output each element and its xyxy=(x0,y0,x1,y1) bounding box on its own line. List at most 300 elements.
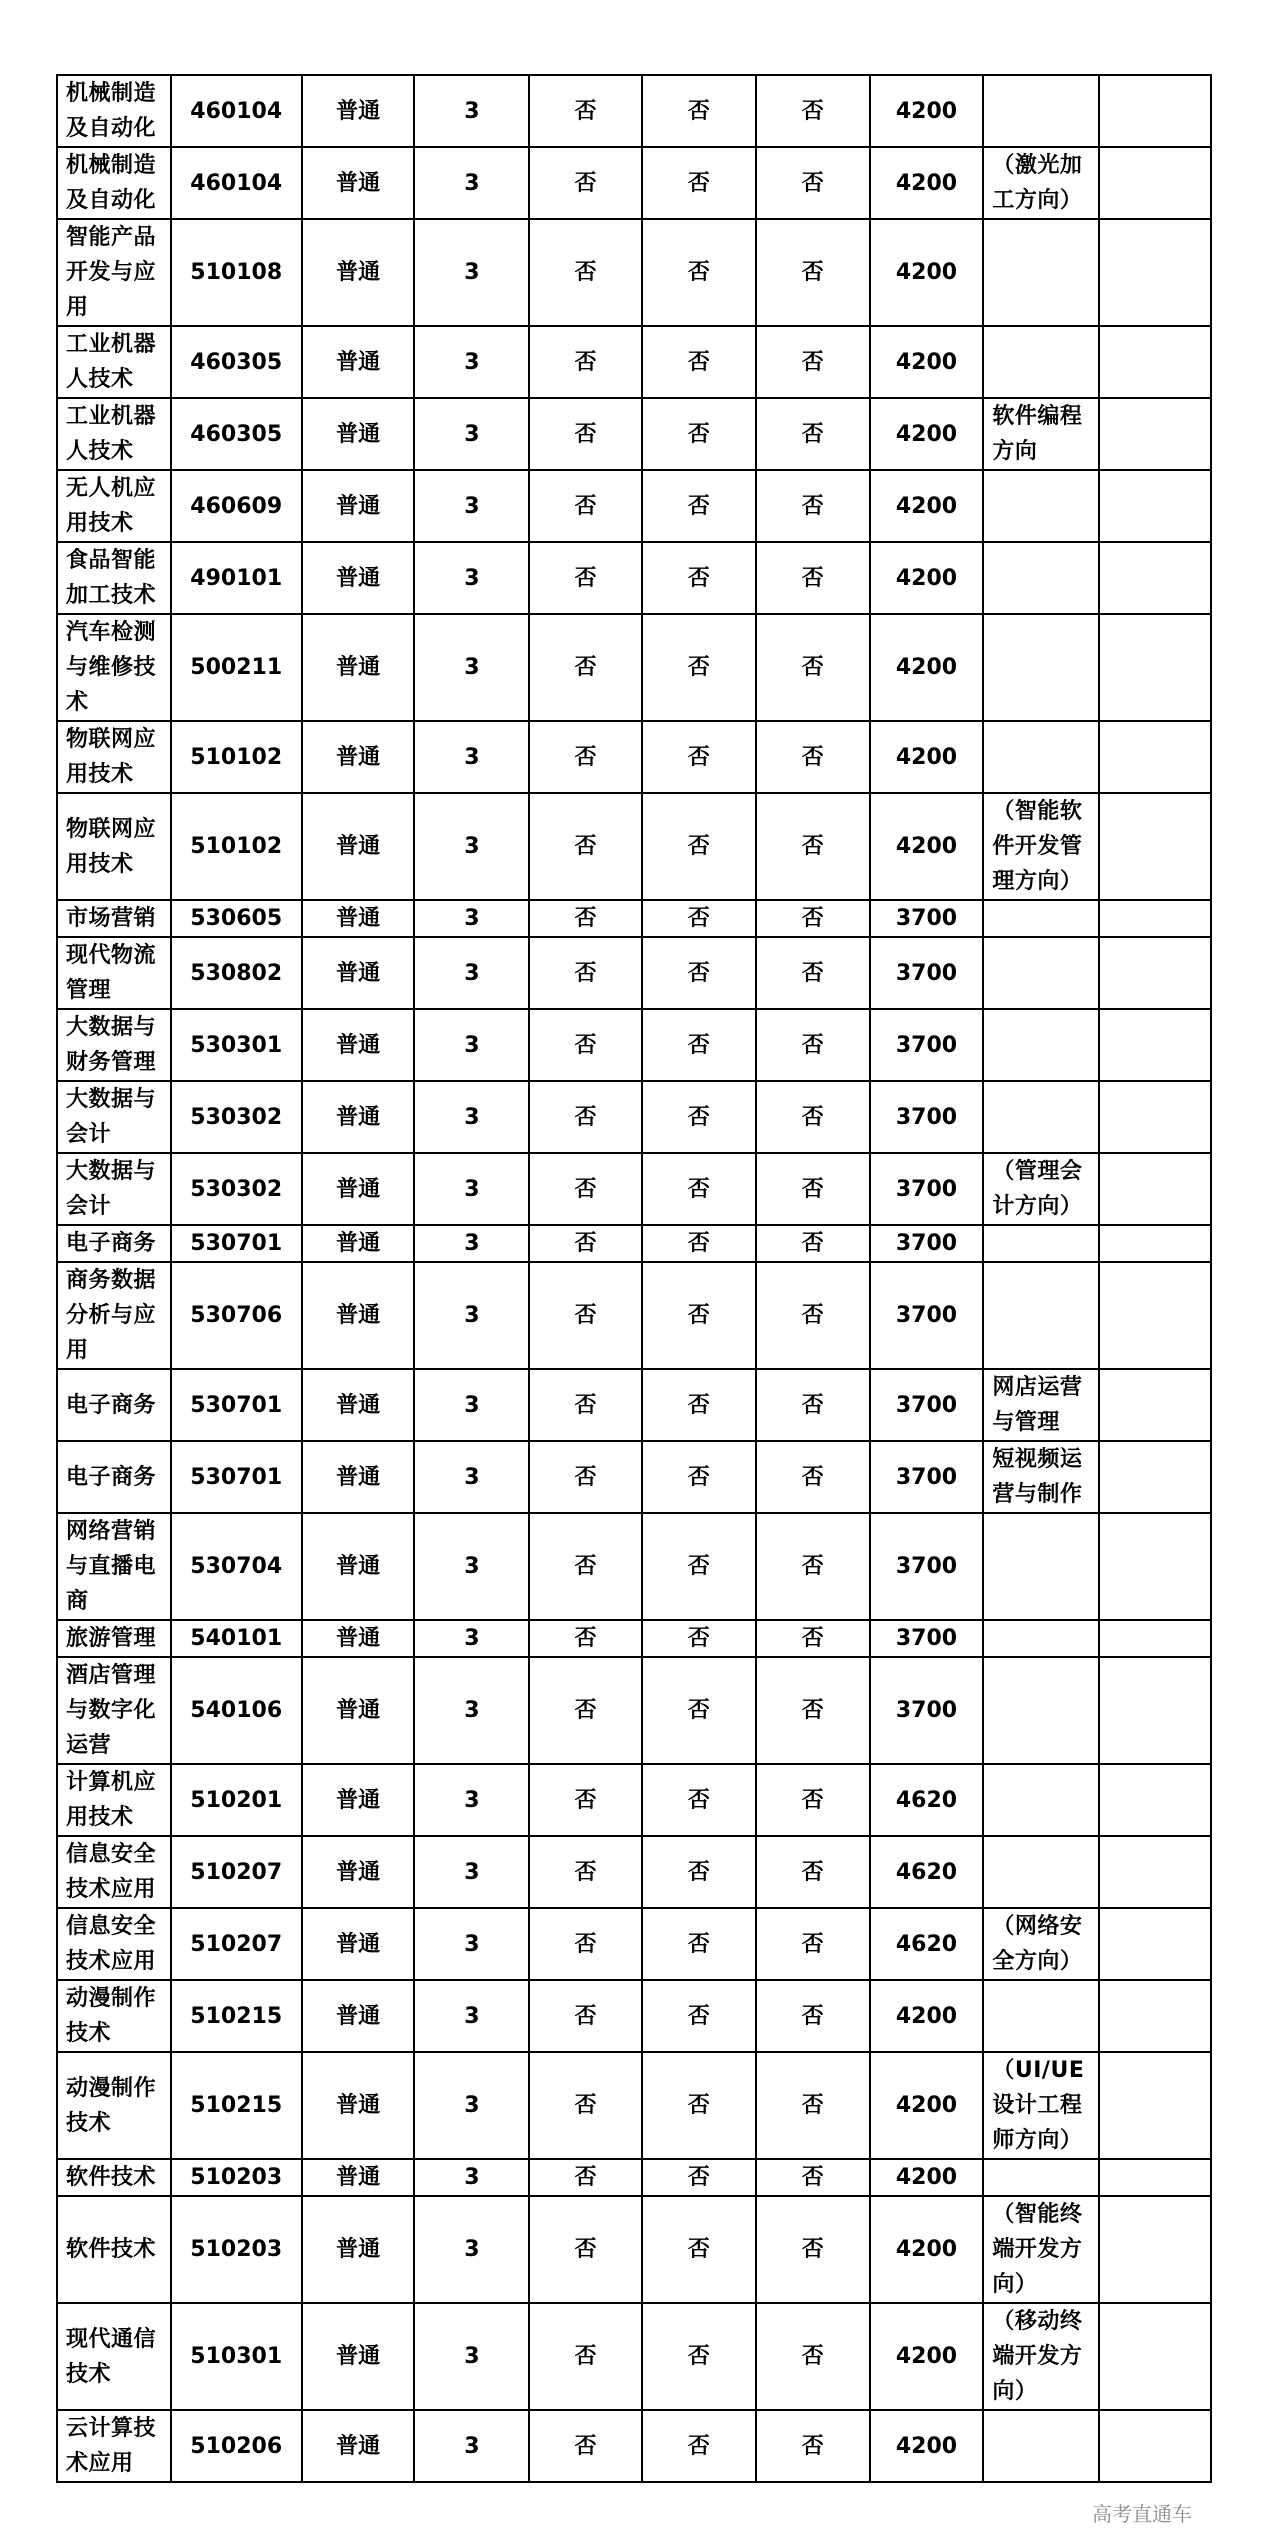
major-code-cell: 510215 xyxy=(171,1980,302,2052)
major-name-cell: 市场营销 xyxy=(57,900,171,937)
direction-note-cell: （智能软件开发管理方向） xyxy=(983,793,1099,900)
flag-cell-2: 否 xyxy=(642,398,756,470)
years-cell: 3 xyxy=(414,398,529,470)
direction-note-cell xyxy=(983,1620,1099,1657)
major-name-cell: 商务数据分析与应用 xyxy=(57,1262,171,1369)
remark-cell xyxy=(1099,326,1211,398)
level-cell: 普通 xyxy=(302,2303,415,2410)
major-name-cell: 现代通信技术 xyxy=(57,2303,171,2410)
years-cell: 3 xyxy=(414,2410,529,2482)
flag-cell-1: 否 xyxy=(529,1908,642,1980)
flag-cell-1: 否 xyxy=(529,1620,642,1657)
majors-table xyxy=(56,74,1212,2483)
remark-cell xyxy=(1099,75,1211,147)
major-code-cell: 510108 xyxy=(171,219,302,326)
flag-cell-3: 否 xyxy=(756,937,870,1009)
flag-cell-2: 否 xyxy=(642,937,756,1009)
tuition-cell: 4200 xyxy=(870,793,984,900)
remark-cell xyxy=(1099,1657,1211,1764)
tuition-cell: 4200 xyxy=(870,219,984,326)
flag-cell-3: 否 xyxy=(756,793,870,900)
major-name-cell: 现代物流管理 xyxy=(57,937,171,1009)
major-name-cell: 物联网应用技术 xyxy=(57,793,171,900)
tuition-cell: 4200 xyxy=(870,2410,984,2482)
flag-cell-1: 否 xyxy=(529,1369,642,1441)
remark-cell xyxy=(1099,1262,1211,1369)
years-cell: 3 xyxy=(414,900,529,937)
flag-cell-2: 否 xyxy=(642,1081,756,1153)
flag-cell-3: 否 xyxy=(756,75,870,147)
direction-note-cell: （激光加工方向） xyxy=(983,147,1099,219)
flag-cell-2: 否 xyxy=(642,1620,756,1657)
table-row xyxy=(57,542,1211,614)
major-code-cell: 530605 xyxy=(171,900,302,937)
flag-cell-2: 否 xyxy=(642,1980,756,2052)
flag-cell-2: 否 xyxy=(642,1513,756,1620)
table-row xyxy=(57,937,1211,1009)
table-row xyxy=(57,75,1211,147)
remark-cell xyxy=(1099,614,1211,721)
major-name-cell: 智能产品开发与应用 xyxy=(57,219,171,326)
table-row xyxy=(57,1369,1211,1441)
level-cell: 普通 xyxy=(302,1369,415,1441)
direction-note-cell: （网络安全方向） xyxy=(983,1908,1099,1980)
flag-cell-2: 否 xyxy=(642,1262,756,1369)
level-cell: 普通 xyxy=(302,793,415,900)
table-row xyxy=(57,147,1211,219)
major-code-cell: 510206 xyxy=(171,2410,302,2482)
major-code-cell: 530706 xyxy=(171,1262,302,1369)
years-cell: 3 xyxy=(414,1441,529,1513)
level-cell: 普通 xyxy=(302,1262,415,1369)
flag-cell-3: 否 xyxy=(756,1513,870,1620)
major-name-cell: 云计算技术应用 xyxy=(57,2410,171,2482)
table-row xyxy=(57,1657,1211,1764)
flag-cell-2: 否 xyxy=(642,721,756,793)
tuition-cell: 3700 xyxy=(870,1153,984,1225)
flag-cell-3: 否 xyxy=(756,1657,870,1764)
flag-cell-3: 否 xyxy=(756,1620,870,1657)
major-name-cell: 大数据与会计 xyxy=(57,1081,171,1153)
years-cell: 3 xyxy=(414,2303,529,2410)
major-code-cell: 460104 xyxy=(171,147,302,219)
major-code-cell: 460305 xyxy=(171,326,302,398)
major-code-cell: 510201 xyxy=(171,1764,302,1836)
years-cell: 3 xyxy=(414,147,529,219)
major-code-cell: 460609 xyxy=(171,470,302,542)
years-cell: 3 xyxy=(414,470,529,542)
major-name-cell: 大数据与会计 xyxy=(57,1153,171,1225)
major-code-cell: 530701 xyxy=(171,1369,302,1441)
table-row xyxy=(57,219,1211,326)
level-cell: 普通 xyxy=(302,900,415,937)
years-cell: 3 xyxy=(414,614,529,721)
years-cell: 3 xyxy=(414,2159,529,2196)
table-row xyxy=(57,470,1211,542)
flag-cell-1: 否 xyxy=(529,900,642,937)
flag-cell-3: 否 xyxy=(756,1836,870,1908)
level-cell: 普通 xyxy=(302,1225,415,1262)
table-row xyxy=(57,2052,1211,2159)
remark-cell xyxy=(1099,147,1211,219)
years-cell: 3 xyxy=(414,219,529,326)
direction-note-cell xyxy=(983,1081,1099,1153)
direction-note-cell xyxy=(983,1262,1099,1369)
table-row xyxy=(57,1081,1211,1153)
remark-cell xyxy=(1099,1513,1211,1620)
tuition-cell: 3700 xyxy=(870,1225,984,1262)
table-row xyxy=(57,1764,1211,1836)
flag-cell-1: 否 xyxy=(529,2303,642,2410)
watermark-text: 高考直通车 xyxy=(1092,2502,1192,2526)
tuition-cell: 3700 xyxy=(870,1513,984,1620)
flag-cell-3: 否 xyxy=(756,1441,870,1513)
tuition-cell: 4200 xyxy=(870,2052,984,2159)
flag-cell-1: 否 xyxy=(529,1153,642,1225)
remark-cell xyxy=(1099,793,1211,900)
remark-cell xyxy=(1099,1620,1211,1657)
direction-note-cell xyxy=(983,900,1099,937)
flag-cell-1: 否 xyxy=(529,1836,642,1908)
major-name-cell: 电子商务 xyxy=(57,1369,171,1441)
table-row xyxy=(57,793,1211,900)
level-cell: 普通 xyxy=(302,2159,415,2196)
flag-cell-1: 否 xyxy=(529,937,642,1009)
table-row xyxy=(57,2410,1211,2482)
flag-cell-1: 否 xyxy=(529,1657,642,1764)
direction-note-cell xyxy=(983,937,1099,1009)
tuition-cell: 3700 xyxy=(870,1369,984,1441)
level-cell: 普通 xyxy=(302,2052,415,2159)
direction-note-cell xyxy=(983,470,1099,542)
level-cell: 普通 xyxy=(302,398,415,470)
flag-cell-1: 否 xyxy=(529,2410,642,2482)
flag-cell-1: 否 xyxy=(529,219,642,326)
table-row xyxy=(57,1620,1211,1657)
direction-note-cell: （管理会计方向） xyxy=(983,1153,1099,1225)
remark-cell xyxy=(1099,1081,1211,1153)
major-name-cell: 无人机应用技术 xyxy=(57,470,171,542)
flag-cell-2: 否 xyxy=(642,1009,756,1081)
level-cell: 普通 xyxy=(302,1441,415,1513)
flag-cell-3: 否 xyxy=(756,1081,870,1153)
direction-note-cell: 网店运营与管理 xyxy=(983,1369,1099,1441)
level-cell: 普通 xyxy=(302,614,415,721)
major-code-cell: 500211 xyxy=(171,614,302,721)
remark-cell xyxy=(1099,1369,1211,1441)
remark-cell xyxy=(1099,2410,1211,2482)
flag-cell-1: 否 xyxy=(529,1980,642,2052)
tuition-cell: 3700 xyxy=(870,1009,984,1081)
table-row xyxy=(57,1513,1211,1620)
major-name-cell: 信息安全技术应用 xyxy=(57,1908,171,1980)
table-row xyxy=(57,1009,1211,1081)
tuition-cell: 4200 xyxy=(870,2196,984,2303)
flag-cell-2: 否 xyxy=(642,2410,756,2482)
level-cell: 普通 xyxy=(302,219,415,326)
direction-note-cell: （UI/UE设计工程师方向） xyxy=(983,2052,1099,2159)
years-cell: 3 xyxy=(414,1908,529,1980)
years-cell: 3 xyxy=(414,1081,529,1153)
flag-cell-3: 否 xyxy=(756,398,870,470)
years-cell: 3 xyxy=(414,937,529,1009)
remark-cell xyxy=(1099,1980,1211,2052)
flag-cell-3: 否 xyxy=(756,2196,870,2303)
flag-cell-1: 否 xyxy=(529,614,642,721)
remark-cell xyxy=(1099,398,1211,470)
major-code-cell: 530701 xyxy=(171,1441,302,1513)
major-name-cell: 网络营销与直播电商 xyxy=(57,1513,171,1620)
direction-note-cell xyxy=(983,2159,1099,2196)
flag-cell-2: 否 xyxy=(642,1441,756,1513)
level-cell: 普通 xyxy=(302,470,415,542)
flag-cell-3: 否 xyxy=(756,1153,870,1225)
level-cell: 普通 xyxy=(302,542,415,614)
level-cell: 普通 xyxy=(302,1620,415,1657)
flag-cell-2: 否 xyxy=(642,1908,756,1980)
remark-cell xyxy=(1099,1441,1211,1513)
level-cell: 普通 xyxy=(302,937,415,1009)
flag-cell-1: 否 xyxy=(529,542,642,614)
flag-cell-2: 否 xyxy=(642,1225,756,1262)
major-name-cell: 动漫制作技术 xyxy=(57,1980,171,2052)
years-cell: 3 xyxy=(414,721,529,793)
level-cell: 普通 xyxy=(302,1009,415,1081)
years-cell: 3 xyxy=(414,542,529,614)
remark-cell xyxy=(1099,1908,1211,1980)
flag-cell-2: 否 xyxy=(642,542,756,614)
remark-cell xyxy=(1099,1764,1211,1836)
major-code-cell: 510301 xyxy=(171,2303,302,2410)
flag-cell-3: 否 xyxy=(756,1009,870,1081)
major-name-cell: 工业机器人技术 xyxy=(57,398,171,470)
flag-cell-3: 否 xyxy=(756,2159,870,2196)
table-row xyxy=(57,2196,1211,2303)
tuition-cell: 4200 xyxy=(870,147,984,219)
tuition-cell: 3700 xyxy=(870,900,984,937)
years-cell: 3 xyxy=(414,1980,529,2052)
flag-cell-3: 否 xyxy=(756,1764,870,1836)
table-row xyxy=(57,900,1211,937)
table-row xyxy=(57,1225,1211,1262)
level-cell: 普通 xyxy=(302,1153,415,1225)
level-cell: 普通 xyxy=(302,1081,415,1153)
remark-cell xyxy=(1099,900,1211,937)
table-row xyxy=(57,2159,1211,2196)
flag-cell-1: 否 xyxy=(529,326,642,398)
years-cell: 3 xyxy=(414,1153,529,1225)
tuition-cell: 3700 xyxy=(870,1441,984,1513)
flag-cell-3: 否 xyxy=(756,614,870,721)
remark-cell xyxy=(1099,1153,1211,1225)
flag-cell-1: 否 xyxy=(529,1764,642,1836)
flag-cell-2: 否 xyxy=(642,75,756,147)
direction-note-cell xyxy=(983,75,1099,147)
direction-note-cell: （移动终端开发方向） xyxy=(983,2303,1099,2410)
major-code-cell: 460104 xyxy=(171,75,302,147)
major-code-cell: 510215 xyxy=(171,2052,302,2159)
tuition-cell: 4620 xyxy=(870,1764,984,1836)
flag-cell-3: 否 xyxy=(756,219,870,326)
tuition-cell: 4200 xyxy=(870,2159,984,2196)
table-row xyxy=(57,1153,1211,1225)
major-name-cell: 机械制造及自动化 xyxy=(57,147,171,219)
direction-note-cell xyxy=(983,326,1099,398)
direction-note-cell xyxy=(983,1009,1099,1081)
flag-cell-1: 否 xyxy=(529,1225,642,1262)
tuition-cell: 3700 xyxy=(870,937,984,1009)
major-name-cell: 汽车检测与维修技术 xyxy=(57,614,171,721)
major-name-cell: 电子商务 xyxy=(57,1225,171,1262)
direction-note-cell xyxy=(983,1836,1099,1908)
table-row xyxy=(57,1980,1211,2052)
flag-cell-2: 否 xyxy=(642,2196,756,2303)
flag-cell-1: 否 xyxy=(529,398,642,470)
flag-cell-3: 否 xyxy=(756,2410,870,2482)
level-cell: 普通 xyxy=(302,1836,415,1908)
table-row xyxy=(57,1908,1211,1980)
table-row xyxy=(57,1836,1211,1908)
major-code-cell: 490101 xyxy=(171,542,302,614)
table-row xyxy=(57,1262,1211,1369)
years-cell: 3 xyxy=(414,793,529,900)
tuition-cell: 4200 xyxy=(870,1980,984,2052)
major-name-cell: 机械制造及自动化 xyxy=(57,75,171,147)
remark-cell xyxy=(1099,219,1211,326)
flag-cell-1: 否 xyxy=(529,2196,642,2303)
remark-cell xyxy=(1099,470,1211,542)
flag-cell-2: 否 xyxy=(642,219,756,326)
flag-cell-3: 否 xyxy=(756,721,870,793)
tuition-cell: 3700 xyxy=(870,1262,984,1369)
flag-cell-2: 否 xyxy=(642,2052,756,2159)
direction-note-cell xyxy=(983,219,1099,326)
major-name-cell: 物联网应用技术 xyxy=(57,721,171,793)
flag-cell-2: 否 xyxy=(642,1153,756,1225)
flag-cell-3: 否 xyxy=(756,1980,870,2052)
direction-note-cell xyxy=(983,1764,1099,1836)
flag-cell-2: 否 xyxy=(642,2159,756,2196)
flag-cell-2: 否 xyxy=(642,470,756,542)
flag-cell-3: 否 xyxy=(756,1262,870,1369)
remark-cell xyxy=(1099,721,1211,793)
flag-cell-3: 否 xyxy=(756,326,870,398)
major-name-cell: 旅游管理 xyxy=(57,1620,171,1657)
table-row xyxy=(57,2303,1211,2410)
flag-cell-3: 否 xyxy=(756,900,870,937)
years-cell: 3 xyxy=(414,1262,529,1369)
remark-cell xyxy=(1099,937,1211,1009)
direction-note-cell: 短视频运营与制作 xyxy=(983,1441,1099,1513)
flag-cell-3: 否 xyxy=(756,2303,870,2410)
level-cell: 普通 xyxy=(302,147,415,219)
level-cell: 普通 xyxy=(302,326,415,398)
major-code-cell: 540106 xyxy=(171,1657,302,1764)
years-cell: 3 xyxy=(414,1836,529,1908)
direction-note-cell xyxy=(983,2410,1099,2482)
major-code-cell: 530302 xyxy=(171,1153,302,1225)
flag-cell-2: 否 xyxy=(642,1657,756,1764)
tuition-cell: 4200 xyxy=(870,470,984,542)
years-cell: 3 xyxy=(414,326,529,398)
flag-cell-1: 否 xyxy=(529,75,642,147)
tuition-cell: 4620 xyxy=(870,1836,984,1908)
years-cell: 3 xyxy=(414,1009,529,1081)
flag-cell-3: 否 xyxy=(756,147,870,219)
years-cell: 3 xyxy=(414,1369,529,1441)
table-row xyxy=(57,398,1211,470)
flag-cell-2: 否 xyxy=(642,2303,756,2410)
flag-cell-1: 否 xyxy=(529,470,642,542)
level-cell: 普通 xyxy=(302,2196,415,2303)
major-code-cell: 530701 xyxy=(171,1225,302,1262)
years-cell: 3 xyxy=(414,75,529,147)
direction-note-cell xyxy=(983,1980,1099,2052)
majors-table-body xyxy=(57,75,1211,2482)
remark-cell xyxy=(1099,2159,1211,2196)
level-cell: 普通 xyxy=(302,721,415,793)
major-code-cell: 540101 xyxy=(171,1620,302,1657)
flag-cell-2: 否 xyxy=(642,1836,756,1908)
major-code-cell: 530301 xyxy=(171,1009,302,1081)
tuition-cell: 4200 xyxy=(870,614,984,721)
flag-cell-2: 否 xyxy=(642,1764,756,1836)
years-cell: 3 xyxy=(414,1620,529,1657)
table-row xyxy=(57,721,1211,793)
flag-cell-3: 否 xyxy=(756,542,870,614)
direction-note-cell xyxy=(983,1225,1099,1262)
tuition-cell: 4200 xyxy=(870,326,984,398)
major-name-cell: 动漫制作技术 xyxy=(57,2052,171,2159)
flag-cell-3: 否 xyxy=(756,2052,870,2159)
tuition-cell: 4200 xyxy=(870,721,984,793)
level-cell: 普通 xyxy=(302,1980,415,2052)
major-name-cell: 工业机器人技术 xyxy=(57,326,171,398)
table-row xyxy=(57,1441,1211,1513)
flag-cell-1: 否 xyxy=(529,1441,642,1513)
tuition-cell: 4200 xyxy=(870,542,984,614)
major-name-cell: 酒店管理与数字化运营 xyxy=(57,1657,171,1764)
tuition-cell: 4200 xyxy=(870,398,984,470)
major-name-cell: 计算机应用技术 xyxy=(57,1764,171,1836)
level-cell: 普通 xyxy=(302,2410,415,2482)
direction-note-cell xyxy=(983,542,1099,614)
flag-cell-3: 否 xyxy=(756,1225,870,1262)
years-cell: 3 xyxy=(414,2196,529,2303)
flag-cell-1: 否 xyxy=(529,721,642,793)
flag-cell-2: 否 xyxy=(642,326,756,398)
major-code-cell: 510207 xyxy=(171,1836,302,1908)
flag-cell-2: 否 xyxy=(642,793,756,900)
flag-cell-1: 否 xyxy=(529,1513,642,1620)
remark-cell xyxy=(1099,1836,1211,1908)
remark-cell xyxy=(1099,2052,1211,2159)
major-code-cell: 510102 xyxy=(171,721,302,793)
years-cell: 3 xyxy=(414,2052,529,2159)
tuition-cell: 4200 xyxy=(870,75,984,147)
years-cell: 3 xyxy=(414,1225,529,1262)
flag-cell-1: 否 xyxy=(529,1081,642,1153)
major-code-cell: 510203 xyxy=(171,2196,302,2303)
direction-note-cell xyxy=(983,721,1099,793)
level-cell: 普通 xyxy=(302,1908,415,1980)
years-cell: 3 xyxy=(414,1657,529,1764)
level-cell: 普通 xyxy=(302,75,415,147)
direction-note-cell xyxy=(983,1513,1099,1620)
tuition-cell: 4200 xyxy=(870,2303,984,2410)
major-name-cell: 软件技术 xyxy=(57,2159,171,2196)
flag-cell-1: 否 xyxy=(529,793,642,900)
